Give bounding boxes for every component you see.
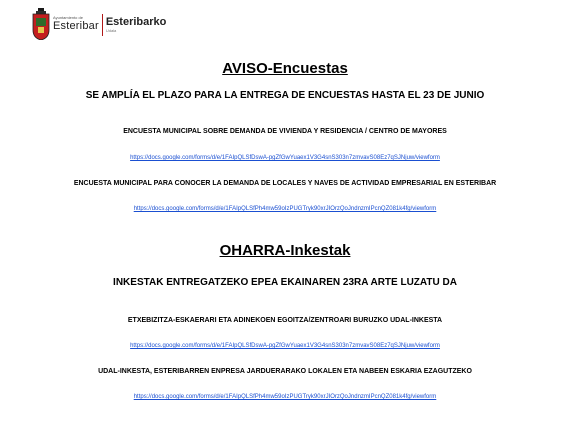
survey-link[interactable]: https://docs.google.com/forms/d/e/1FAIpQLSfPh4mw59oIzPUGTryk90xrJIOrzQoJndnzmIPcnQZ081k4fg/viewform [133, 206, 437, 212]
survey-link[interactable]: https://docs.google.com/forms/d/e/1FAIpQLSfPh4mw59oIzPUGTryk90xrJIOrzQoJndnzmIPcnQZ081k4fg/viewform [133, 394, 437, 400]
oharra-item-heading: UDAL-INKESTA, ESTERIBARREN ENPRESA JARDUERARAKO LOKALEN ETA NABEEN ESKARIA EZAGUTZEKO [98, 368, 472, 375]
survey-link[interactable]: https://docs.google.com/forms/d/e/1FAIpQLSfDswA-pgZfGwYuaex1V3G4snS303n7zmvavS08Ez7qSJNjuw/viewform [130, 343, 440, 349]
coat-of-arms-icon [32, 8, 50, 40]
aviso-item-heading: ENCUESTA MUNICIPAL SOBRE DEMANDA DE VIVIENDA Y RESIDENCIA / CENTRO DE MAYORES [123, 128, 447, 135]
logo-left-text: Esteribar [53, 20, 99, 32]
logo-small-text: Ayuntamiento de [53, 15, 83, 20]
aviso-subtitle: SE AMPLÍA EL PLAZO PARA LA ENTREGA DE ENCUESTAS HASTA EL 23 DE JUNIO [85, 90, 485, 101]
aviso-item-heading: ENCUESTA MUNICIPAL PARA CONOCER LA DEMANDA DE LOCALES Y NAVES DE ACTIVIDAD EMPRESARIAL EN ESTERIBAR [73, 180, 497, 187]
oharra-item-heading: ETXEBIZITZA-ESKAERARI ETA ADINEKOEN EGOITZA/ZENTROARI BURUZKO UDAL-INKESTA [127, 317, 443, 324]
logo-divider [102, 14, 103, 36]
aviso-title: AVISO-Encuestas [222, 60, 348, 77]
logo-right-text: Esteribarko [105, 16, 167, 28]
survey-link[interactable]: https://docs.google.com/forms/d/e/1FAIpQLSfDswA-pgZfGwYuaex1V3G4snS303n7zmvavS08Ez7qSJNjuw/viewform [130, 155, 440, 161]
logo-right-small: Udala [105, 28, 117, 33]
municipal-logo [32, 8, 166, 42]
oharra-subtitle: INKESTAK ENTREGATZEKO EPEA EKAINAREN 23RA ARTE LUZATU DA [113, 277, 457, 288]
oharra-title: OHARRA-Inkestak [219, 242, 351, 259]
